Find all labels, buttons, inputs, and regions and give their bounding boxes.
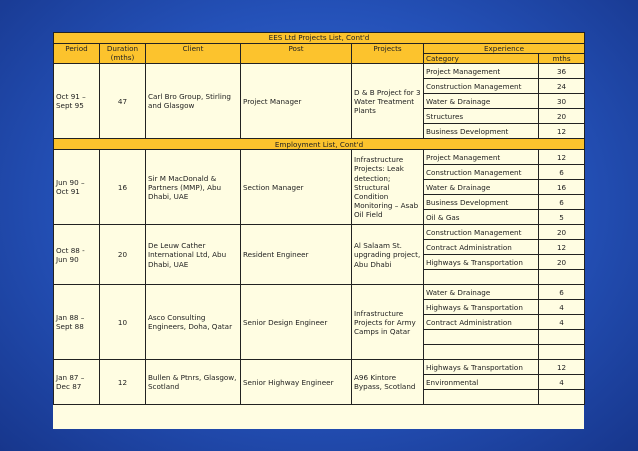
experience-category: Construction Management [424,165,539,180]
projects-table-sheet [53,32,584,429]
client-cell: Asco Consulting Engineers, Doha, Qatar [146,285,241,360]
projects-cell: Infrastructure Projects for Army Camps in Qatar [352,285,424,360]
post-cell: Senior Highway Engineer [241,360,352,405]
experience-mths: 20 [539,225,585,240]
duration-cell: 20 [100,225,146,285]
experience-category: Highways & Transportation [424,255,539,270]
experience-category: Water & Drainage [424,94,539,109]
projects-cell: Infrastructure Projects: Leak detection; Structural Condition Monitoring – Asab Oil Field [352,150,424,225]
period-cell: Jun 90 – Oct 91 [54,150,100,225]
experience-category: Construction Management [424,225,539,240]
experience-category: Structures [424,109,539,124]
projects-table [53,32,585,405]
experience-category: Project Management [424,64,539,79]
experience-mths: 36 [539,64,585,79]
header-period: Period [54,44,100,64]
experience-mths: 16 [539,180,585,195]
experience-category [424,390,539,405]
table-row [54,285,585,300]
experience-category: Highways & Transportation [424,360,539,375]
header-post: Post [241,44,352,64]
experience-mths: 24 [539,79,585,94]
experience-mths: 4 [539,375,585,390]
experience-category [424,345,539,360]
experience-mths: 4 [539,315,585,330]
header-mths: mths [539,54,585,64]
client-cell: De Leuw Cather International Ltd, Abu Dhabi, UAE [146,225,241,285]
experience-mths: 6 [539,285,585,300]
experience-category: Environmental [424,375,539,390]
experience-mths: 5 [539,210,585,225]
post-cell: Project Manager [241,64,352,139]
client-cell: Bullen & Ptnrs, Glasgow, Scotland [146,360,241,405]
experience-category: Business Development [424,124,539,139]
post-cell: Resident Engineer [241,225,352,285]
experience-mths: 12 [539,150,585,165]
experience-category: Water & Drainage [424,285,539,300]
experience-mths [539,390,585,405]
period-cell: Jan 88 – Sept 88 [54,285,100,360]
experience-mths: 12 [539,124,585,139]
period-cell: Oct 91 – Sept 95 [54,64,100,139]
header-duration: Duration (mths) [100,44,146,64]
experience-mths: 6 [539,165,585,180]
experience-category: Contract Administration [424,240,539,255]
post-cell: Section Manager [241,150,352,225]
experience-mths: 20 [539,109,585,124]
section-title: Employment List, Cont'd [54,139,585,150]
experience-mths [539,345,585,360]
experience-category: Business Development [424,195,539,210]
experience-category: Construction Management [424,79,539,94]
table-title: EES Ltd Projects List, Cont'd [54,33,585,44]
projects-cell: Al Salaam St. upgrading project, Abu Dhabi [352,225,424,285]
experience-mths: 12 [539,240,585,255]
header-experience: Experience [424,44,585,54]
table-row [54,150,585,165]
header-client: Client [146,44,241,64]
duration-cell: 10 [100,285,146,360]
experience-category [424,270,539,285]
experience-mths: 12 [539,360,585,375]
header-projects: Projects [352,44,424,64]
period-cell: Jan 87 – Dec 87 [54,360,100,405]
header-category: Category [424,54,539,64]
table-row [54,360,585,375]
experience-mths: 20 [539,255,585,270]
post-cell: Senior Design Engineer [241,285,352,360]
experience-category: Oil & Gas [424,210,539,225]
client-cell: Sir M MacDonald & Partners (MMP), Abu Dhabi, UAE [146,150,241,225]
client-cell: Carl Bro Group, Stirling and Glasgow [146,64,241,139]
experience-mths: 4 [539,300,585,315]
period-cell: Oct 88 - Jun 90 [54,225,100,285]
experience-category: Water & Drainage [424,180,539,195]
projects-cell: D & B Project for 3 Water Treatment Plants [352,64,424,139]
experience-mths: 6 [539,195,585,210]
projects-cell: A96 Kintore Bypass, Scotland [352,360,424,405]
table-row [54,225,585,240]
experience-category: Highways & Transportation [424,300,539,315]
table-row [54,64,585,79]
experience-category [424,330,539,345]
experience-category: Contract Administration [424,315,539,330]
experience-category: Project Management [424,150,539,165]
duration-cell: 12 [100,360,146,405]
experience-mths [539,330,585,345]
duration-cell: 47 [100,64,146,139]
experience-mths: 30 [539,94,585,109]
experience-mths [539,270,585,285]
duration-cell: 16 [100,150,146,225]
